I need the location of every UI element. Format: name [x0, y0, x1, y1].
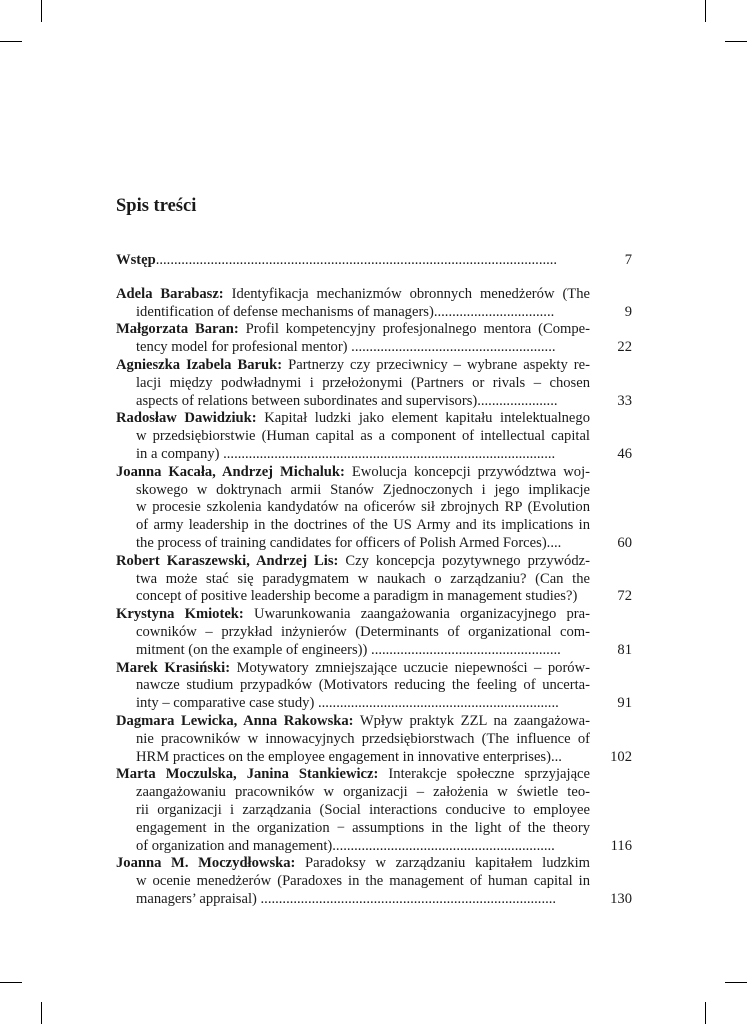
table-of-contents: [116, 252, 632, 909]
toc-entry-title-text: Motywatory zmniejszające uczucie niepewności – porów-: [230, 659, 590, 676]
toc-entry-author: Joanna Kacała, Andrzej Michaluk:: [116, 463, 345, 480]
toc-entry-page-number: 130: [610, 890, 632, 907]
toc-entry[interactable]: [116, 606, 632, 659]
toc-entry-title-text: of army leadership in the doctrines of the US Army and its implications in: [136, 517, 590, 534]
toc-entry-title-text: ..............................................................................................................: [155, 252, 558, 268]
toc-entry-title-text: the process of training candidates for officers of Polish Armed Forces)....: [136, 534, 562, 551]
toc-entry-title-text: nie pracowników w innowacyjnych przedsiębiorstwach (The influence of: [136, 730, 590, 747]
toc-entry-author: Agnieszka Izabela Baruk:: [116, 356, 283, 373]
toc-entry-line: [116, 553, 590, 571]
toc-entry-title-text: cowników – przykład inżynierów (Determinants of organizational com-: [136, 623, 590, 640]
toc-entry-author: Robert Karaszewski, Andrzej Lis:: [116, 552, 339, 569]
toc-entry[interactable]: [116, 766, 632, 855]
toc-entry-line: [116, 820, 590, 838]
toc-entry-title-text: Interakcje społeczne sprzyjające: [378, 766, 590, 783]
toc-entry[interactable]: [116, 553, 632, 606]
toc-entry-line: [116, 642, 590, 660]
toc-entry-line: [116, 410, 590, 428]
toc-entry-page-number: 81: [617, 641, 632, 658]
toc-entry-author: Joanna M. Moczydłowska:: [116, 855, 296, 872]
toc-entry-title-text: twa może stać się paradygmatem w naukach o zarządzaniu? (Can the: [136, 570, 590, 587]
toc-entry-line: [116, 677, 590, 695]
toc-entry[interactable]: [116, 713, 632, 766]
toc-entry-text: [116, 553, 590, 606]
toc-entry-title-text: skowego w doktrynach armii Stanów Zjednoczonych i jego implikacje: [136, 481, 590, 498]
toc-entry-page-number: 22: [617, 339, 632, 356]
toc-entry-title-text: in a company) ...........................................................................................: [136, 445, 556, 462]
toc-entry-author: Marta Moczulska, Janina Stankiewicz:: [116, 766, 379, 783]
toc-entry[interactable]: [116, 321, 632, 357]
toc-entry-title-text: engagement in the organization − assumptions in the light of the theory: [136, 819, 590, 836]
toc-entry-line: [116, 482, 590, 500]
toc-entry-line: [116, 624, 590, 642]
toc-entry-line: [116, 891, 590, 909]
toc-entry-title-text: w ocenie menedżerów (Paradoxes in the management of human capital in: [136, 873, 590, 890]
toc-entry[interactable]: [116, 855, 632, 908]
toc-entry-line: [116, 393, 590, 411]
toc-entry-text: [116, 286, 590, 322]
toc-entry[interactable]: [116, 357, 632, 410]
toc-entry-page-number: 9: [624, 303, 632, 320]
crop-mark: [0, 982, 22, 983]
toc-entry-line: [116, 766, 590, 784]
crop-mark: [0, 41, 22, 42]
toc-entry-page-number: 116: [610, 837, 632, 854]
toc-entry-text: [116, 660, 590, 713]
toc-entry-title-text: w procesie szkolenia kandydatów na oficerów sił zbrojnych RP (Evolution: [136, 499, 590, 516]
toc-entry-text: [116, 464, 590, 553]
toc-entry-page-number: 60: [617, 534, 632, 551]
toc-entry-line: [116, 749, 590, 767]
toc-entry-line: [116, 252, 590, 270]
toc-entry-author: Radosław Dawidziuk:: [116, 410, 257, 427]
toc-entry-author: Dagmara Lewicka, Anna Rakowska:: [116, 712, 354, 729]
toc-entry-page-number: 102: [610, 748, 632, 765]
toc-entry-title-text: tency model for profesional mentor) ........................................................: [136, 339, 556, 356]
crop-mark: [41, 1002, 42, 1024]
toc-entry-line: [116, 321, 590, 339]
toc-entry-title-text: zaangażowaniu pracowników w organizacji – założenia w świetle teo-: [136, 784, 590, 801]
toc-entry-line: [116, 731, 590, 749]
toc-entry-line: [116, 784, 590, 802]
crop-mark: [725, 41, 747, 42]
page-title: Spis treści: [116, 196, 197, 216]
toc-entry[interactable]: [116, 410, 632, 463]
crop-mark: [705, 1002, 706, 1024]
toc-entry-line: [116, 855, 590, 873]
toc-entry-title-text: Ewolucja koncepcji przywództwa woj-: [344, 463, 590, 480]
toc-entry-line: [116, 588, 590, 606]
toc-entry-author: Małgorzata Baran:: [116, 321, 239, 338]
toc-entry[interactable]: [116, 286, 632, 322]
crop-mark: [725, 982, 747, 983]
toc-entry-title-text: Paradoksy w zarządzaniu kapitałem ludzkim: [295, 855, 590, 872]
toc-entry-text: [116, 321, 590, 357]
crop-mark: [41, 0, 42, 22]
toc-entry-line: [116, 357, 590, 375]
toc-entry-author: Krystyna Kmiotek:: [116, 606, 244, 623]
toc-entry-author: Marek Krasiński:: [116, 659, 231, 676]
toc-entry-title-text: managers’ appraisal) .................................................................................: [136, 890, 557, 907]
toc-entry-title-text: identification of defense mechanisms of managers).................................: [136, 303, 555, 320]
toc-entry-title-text: Profil kompetencyjny profesjonalnego mentora (Compe-: [238, 321, 590, 338]
toc-entry-line: [116, 838, 590, 856]
toc-entry-line: [116, 517, 590, 535]
toc-entry-line: [116, 428, 590, 446]
toc-entry-line: [116, 446, 590, 464]
toc-entry-text: [116, 252, 590, 270]
toc-entry[interactable]: [116, 252, 632, 270]
toc-entry-page-number: 33: [617, 392, 632, 409]
toc-entry-title-text: nawcze studium przypadków (Motivators reducing the feeling of uncerta-: [136, 677, 590, 694]
toc-entry-author: Adela Barabasz:: [116, 285, 224, 302]
toc-entry-line: [116, 606, 590, 624]
toc-entry-line: [116, 304, 590, 322]
toc-entry-line: [116, 286, 590, 304]
toc-entry-title-text: HRM practices on the employee engagement in innovative enterprises)...: [136, 748, 562, 765]
crop-mark: [705, 0, 706, 22]
toc-entry-title-text: rii organizacji i zarządzania (Social interactions conducive to employee: [136, 801, 590, 818]
toc-entry-title-text: inty – comparative case study) ..................................................................: [136, 695, 559, 712]
toc-entry-title-text: mitment (on the example of engineers)) ....................................................: [136, 641, 561, 658]
toc-entry-line: [116, 535, 590, 553]
toc-entry-line: [116, 464, 590, 482]
toc-entry[interactable]: [116, 660, 632, 713]
toc-entry-page-number: 91: [617, 695, 632, 712]
toc-entry-text: [116, 713, 590, 766]
toc-entry[interactable]: [116, 464, 632, 553]
toc-entry-title-text: w przedsiębiorstwie (Human capital as a component of intellectual capital: [136, 428, 590, 445]
toc-entry-title-text: of organization and management).............................................................: [136, 837, 555, 854]
toc-entry-text: [116, 410, 590, 463]
toc-entry-text: [116, 766, 590, 855]
toc-entry-text: [116, 606, 590, 659]
toc-entry-line: [116, 873, 590, 891]
toc-entry-line: [116, 339, 590, 357]
toc-entry-line: [116, 375, 590, 393]
toc-entry-line: [116, 695, 590, 713]
toc-entry-title-text: Kapitał ludzki jako element kapitału intelektualnego: [256, 410, 590, 427]
toc-entry-title-text: Wpływ praktyk ZZL na zaangażowa-: [353, 712, 590, 729]
toc-entry-line: [116, 802, 590, 820]
toc-entry-line: [116, 571, 590, 589]
toc-entry-page-number: 46: [617, 445, 632, 462]
toc-entry-text: [116, 357, 590, 410]
toc-entry-text: [116, 855, 590, 908]
toc-entry-title-text: concept of positive leadership become a paradigm in management studies?): [136, 588, 578, 605]
toc-entry-author: Wstęp: [116, 252, 156, 268]
toc-entry-title-text: lacji między podwładnymi i przełożonymi (Partners or rivals – chosen: [136, 374, 590, 391]
toc-entry-page-number: 72: [617, 588, 632, 605]
toc-entry-title-text: Identyfikacja mechanizmów obronnych menedżerów (The: [223, 285, 590, 302]
toc-entry-title-text: Partnerzy czy przeciwnicy – wybrane aspekty re-: [282, 356, 590, 373]
toc-entry-line: [116, 660, 590, 678]
toc-entry-title-text: aspects of relations between subordinates and supervisors)......................: [136, 392, 558, 409]
toc-entry-line: [116, 499, 590, 517]
toc-entry-title-text: Uwarunkowania zaangażowania organizacyjnego pra-: [243, 606, 590, 623]
toc-entry-title-text: Czy koncepcja pozytywnego przywódz-: [338, 552, 590, 569]
toc-entry-page-number: 7: [624, 252, 632, 268]
toc-entry-line: [116, 713, 590, 731]
